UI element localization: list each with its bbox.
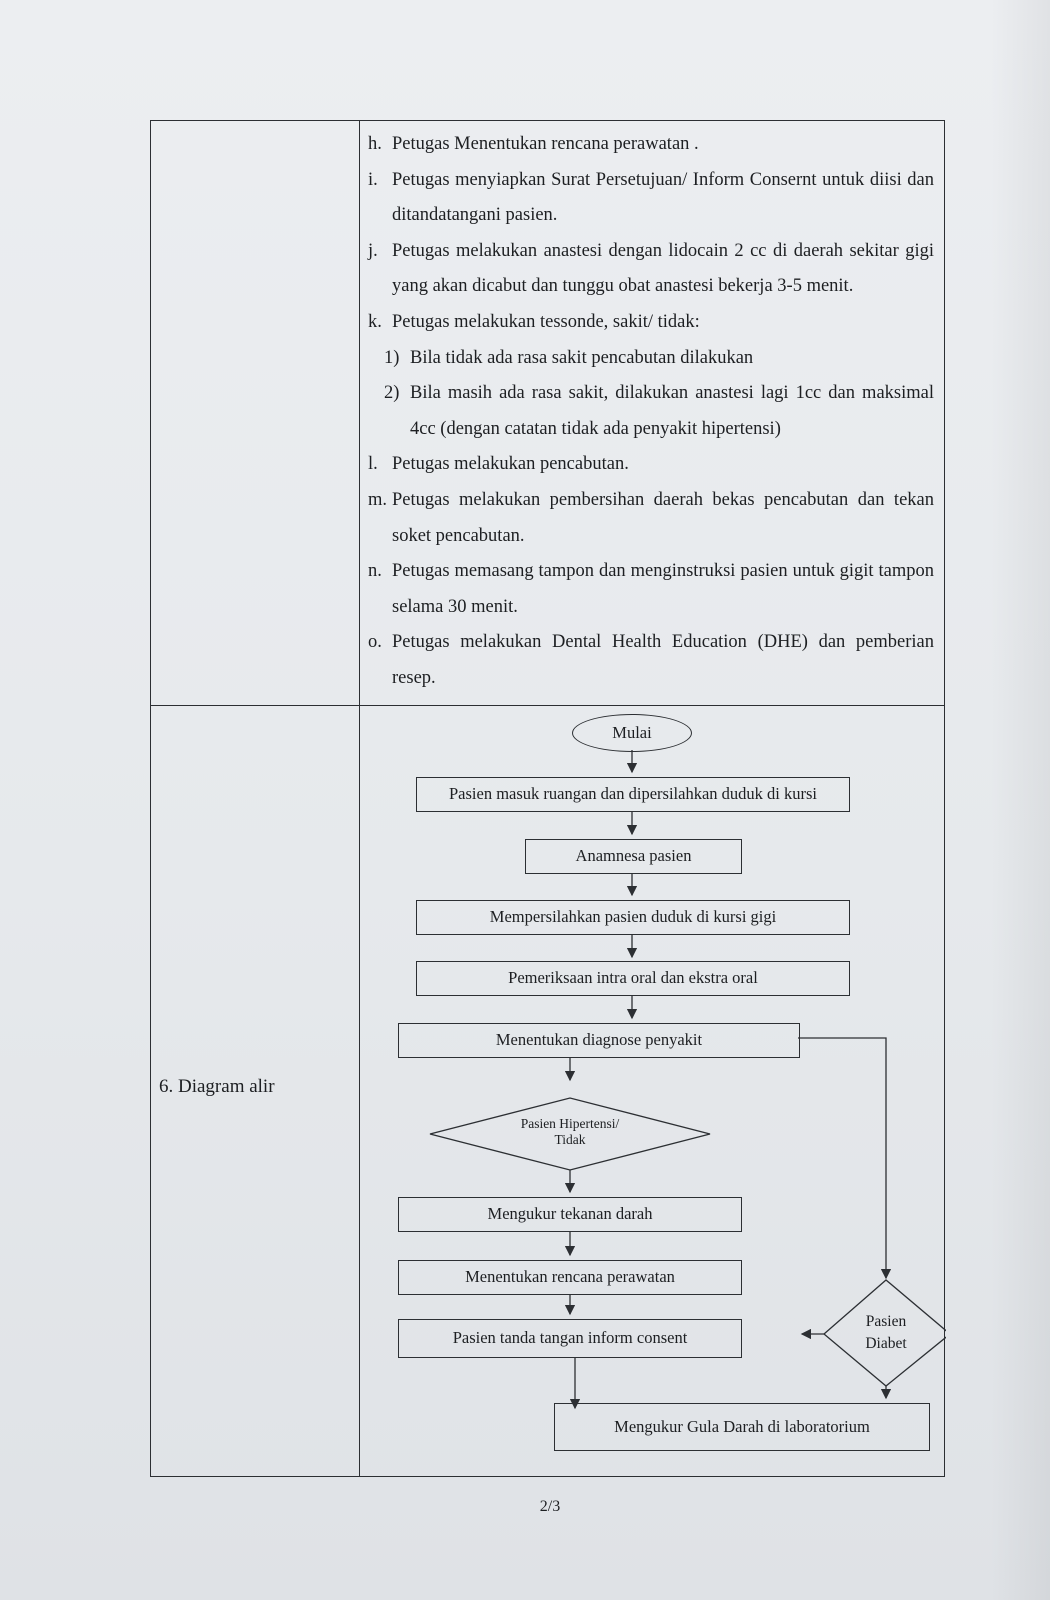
step-label: k.	[368, 311, 382, 332]
flow-step-diagnosis	[398, 1023, 800, 1058]
flow-step-text: Mengukur tekanan darah	[487, 1204, 653, 1223]
step-label: m.	[368, 489, 388, 510]
flow-step-blood-pressure	[398, 1197, 742, 1232]
decision-text-line2: Diabet	[865, 1334, 907, 1352]
step-text: Petugas Menentukan rencana perawatan .	[392, 134, 699, 154]
flow-step-text: Mempersilahkan pasien duduk di kursi gigi	[489, 907, 777, 926]
flow-step-text: Pasien masuk ruangan dan dipersilahkan duduk di kursi	[449, 784, 817, 803]
procedure-row	[151, 121, 945, 706]
substep-1	[368, 341, 934, 377]
substep-text: Bila masih ada rasa sakit, dilakukan anastesi lagi 1cc dan maksimal 4cc (dengan catatan tidak ada penyakit hipertensi)	[410, 383, 934, 439]
page-shadow	[990, 0, 1050, 1600]
step-text: Petugas melakukan pembersihan daerah bekas pencabutan dan tekan soket pencabutan.	[392, 489, 934, 546]
diagram-row	[151, 705, 945, 1476]
procedure-label-cell	[151, 121, 360, 706]
step-label: j.	[368, 240, 378, 261]
step-text: Petugas memasang tampon dan menginstruksi pasien untuk gigit tampon selama 30 menit.	[392, 561, 934, 617]
substep-label: 1)	[384, 347, 400, 368]
flow-step-text: Pemeriksaan intra oral dan ekstra oral	[508, 968, 758, 987]
step-label: n.	[368, 561, 382, 582]
flow-step-consent-signature	[398, 1319, 742, 1358]
flowchart-connectors	[360, 706, 946, 1476]
flow-decision-diabetes	[846, 1311, 926, 1355]
flow-step-text: Mengukur Gula Darah di laboratorium	[614, 1416, 870, 1436]
step-i	[368, 163, 934, 234]
step-k	[368, 305, 934, 341]
flow-step-enter-room	[416, 777, 850, 812]
substep-label: 2)	[384, 383, 400, 404]
flow-step-text: Anamnesa pasien	[575, 846, 692, 865]
step-m	[368, 483, 934, 554]
flow-step-text: Menentukan diagnose penyakit	[495, 1030, 703, 1049]
step-n	[368, 554, 934, 625]
step-o	[368, 625, 934, 696]
step-label: i.	[368, 169, 378, 190]
page-number: 2/3	[539, 1498, 561, 1515]
step-h	[368, 127, 934, 163]
diagram-section-label: 6. Diagram alir	[159, 1075, 275, 1097]
flow-step-dental-chair	[416, 900, 850, 935]
flow-decision-hypertension	[490, 1116, 650, 1148]
step-text: Petugas melakukan pencabutan.	[392, 454, 629, 475]
sop-table	[150, 120, 945, 1477]
diagram-label-cell	[151, 705, 360, 1476]
procedure-steps-cell	[360, 121, 945, 706]
step-label: l.	[368, 454, 378, 475]
flow-step-treatment-plan	[398, 1260, 742, 1295]
flow-start-node	[572, 714, 692, 752]
step-text: Petugas melakukan tessonde, sakit/ tidak:	[392, 311, 700, 332]
step-label: h.	[368, 134, 382, 154]
decision-text-line1: Pasien Hipertensi/	[520, 1115, 620, 1131]
flow-step-text: Menentukan rencana perawatan	[465, 1267, 675, 1286]
substep-text: Bila tidak ada rasa sakit pencabutan dilakukan	[410, 347, 754, 368]
flow-step-blood-sugar-lab	[554, 1403, 930, 1451]
flow-step-examination	[416, 961, 850, 996]
step-label: o.	[368, 632, 382, 653]
step-text: Petugas melakukan anastesi dengan lidocain 2 cc di daerah sekitar gigi yang akan dicabut dan tunggu obat anastesi bekerja 3-5 menit.	[392, 240, 934, 297]
flow-step-text: Pasien tanda tangan inform consent	[452, 1328, 688, 1347]
substep-2	[368, 376, 934, 447]
decision-text-line2: Tidak	[554, 1131, 586, 1147]
flowchart-cell	[360, 705, 945, 1476]
step-text: Petugas melakukan Dental Health Education (DHE) dan pemberian resep.	[392, 632, 934, 688]
flow-step-anamnesis	[525, 839, 742, 874]
step-j	[368, 234, 934, 305]
step-text: Petugas menyiapkan Surat Persetujuan/ Inform Consernt untuk diisi dan ditandatangani pasien.	[392, 169, 934, 226]
flow-start-text: Mulai	[612, 722, 652, 742]
arrow-step5-decision2	[798, 1038, 886, 1278]
decision-text-line1: Pasien	[865, 1312, 907, 1330]
step-l	[368, 447, 934, 483]
